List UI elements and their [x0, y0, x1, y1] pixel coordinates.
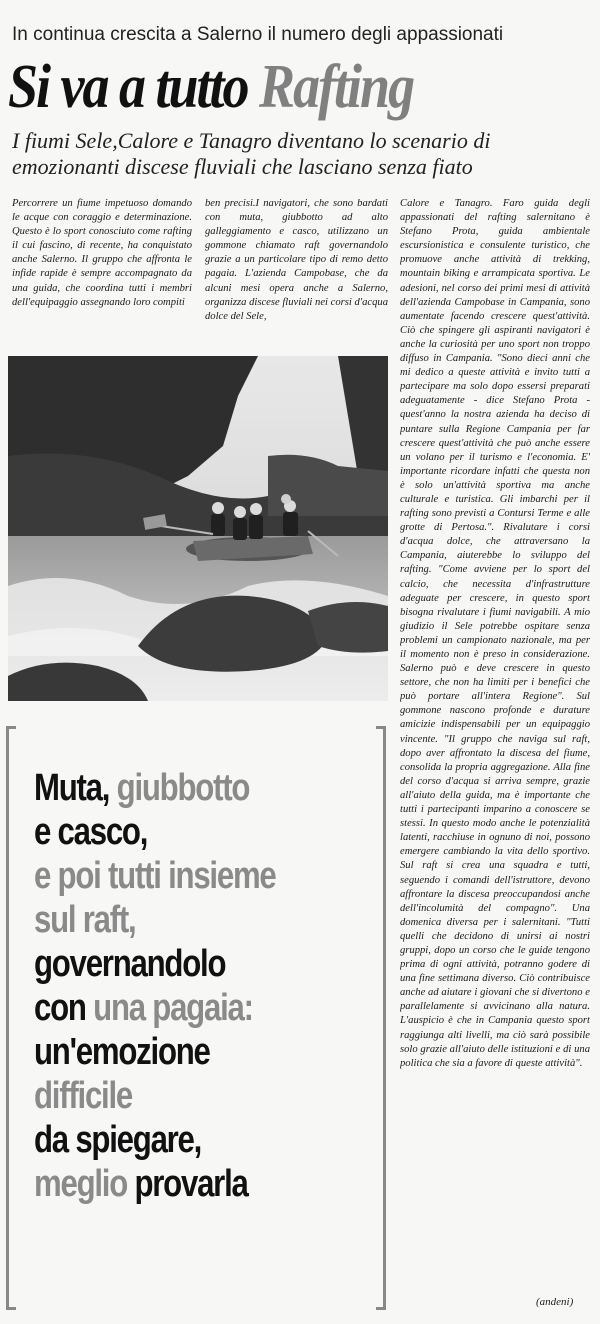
pull-quote-box — [6, 726, 386, 1310]
pull-quote-dark: governandolo — [34, 943, 226, 985]
pull-quote-dark: provarla — [134, 1163, 248, 1205]
pull-quote-dark: con — [34, 987, 94, 1029]
pull-quote-gray: sul raft, — [34, 899, 136, 941]
pull-quote-gray: meglio — [34, 1163, 135, 1205]
pull-quote-line — [34, 1030, 313, 1074]
article-headline — [8, 52, 598, 121]
rafting-photo — [8, 356, 388, 701]
headline-part-2: Rafting — [259, 52, 414, 121]
pull-quote-bracket-right — [376, 726, 386, 1310]
pull-quote-dark: e casco, — [34, 811, 148, 853]
pull-quote-dark: un'emozione — [34, 1031, 210, 1073]
pull-quote — [34, 766, 374, 1206]
pull-quote-dark: da spiegare, — [34, 1119, 202, 1161]
pull-quote-line — [34, 854, 313, 898]
pull-quote-gray: giubbotto — [116, 767, 250, 809]
article-column-1: Percorrere un fiume impetuoso domando le acque con coraggio e determinazione. Questo è lo sport conosciuto come rafting il cui fascino, di recente, ha conquistato anche Salerno. Il gruppo che affronta le infide rapide è sempre accompagnato da una guida, che coordina tutti i membri dell'equipaggio assegnando loro compiti — [12, 198, 192, 308]
pull-quote-line — [34, 1118, 313, 1162]
pull-quote-line — [34, 898, 313, 942]
article-subhead: I fiumi Sele,Calore e Tanagro diventano lo scenario di emozionanti discese fluviali che lasciano senza fiato — [12, 128, 491, 179]
author-signature: (andeni) — [536, 1296, 574, 1308]
pull-quote-line — [34, 766, 313, 810]
pull-quote-bracket-left — [6, 726, 16, 1310]
pull-quote-line — [34, 942, 313, 986]
article-kicker: In continua crescita a Salerno il numero degli appassionati — [12, 24, 504, 45]
headline-part-1: Si va a tutto — [8, 52, 260, 121]
pull-quote-line — [34, 810, 313, 854]
pull-quote-dark: Muta, — [34, 767, 117, 809]
pull-quote-gray: difficile — [34, 1075, 133, 1117]
pull-quote-line — [34, 1162, 313, 1206]
pull-quote-gray: e poi tutti insieme — [34, 855, 276, 897]
article-column-3: Calore e Tanagro. Faro guida degli appassionati del rafting salernitano è Stefano Prota, guida ambientale escursionistica e consulente turistico, che promuove anche attività di trekking, mountain biking e arrampicata sportiva. Le adesioni, nel corso dei primi mesi di attività dell'azienda Campobase in Campania, sono aumentate facendo crescere quest'attività. Ciò che spingere gli aspiranti navigatori è anche la curiosità per uno sport non troppo diffuso in Campania. "Sono dieci anni che mi dedico a queste attività e invito tutti a partecipare ma solo dopo essersi preparati adeguatamente - dice Stefano Prota - quest'anno la nostra azienda ha deciso di puntare sulla Regione Campania per far crescere quest'attività che può anche essere un volano per il turismo e l'economia. E' importante ricordare infatti che questa non è solo un'attività sportiva ma anche culturale e turistica. Gli imbarchi per il rafting sono previsti a Contursi Terme e alle grotte di Pertosa.". Rivalutare i corsi d'acqua dolce, che attraversano la Campania, aiuterebbe lo sviluppo del rafting. "Come avviene per lo sport del calcio, che necessita d'infrastrutture adeguate per crescere, in questo sport bisogna rivalutare i fiumi navigabili. A mio giudizio il Sele potrebbe ospitare senza problemi un campionato nazionale, ma per il momento non è preso in considerazione. Salerno può e deve crescere in questo settore, che non ha limiti per i benefici che può portare all'intera Regione". Sul gommone nascono profonde e durature amicizie indispensabili per un equipaggio vincente. "Il gruppo che naviga sul raft, dopo aver affrontato la discesa del fiume, consolida la propria aggregazione. Alla fine del corso d'acqua si arriva sempre, grazie all'aiuto della guida, ma è importante che tutti i partecipanti imparino a conoscere se stessi. In questo modo anche le potenzialità latenti, racchiuse in ognuno di noi, possono emergere cambiando la vita dello sportivo. Sul raft si crea una squadra e tutti, seguendo i comandi dell'istruttore, devono affrontare la discesa preoccupandosi anche dell'incolumità del compagno". Una domenica diversa per i salernitani. "Tutti quelli che decidono di unirsi ai nostri gruppi, dopo un corso che le guide tengono prima di ogni attività, potranno godere di una fine settimana diverso. Ciò contribuisce anche ad aiutare i giovani che si divertono e parallelamente si avvicinano alla natura. L'auspicio è che in Campania questo sport raggiunga alti livelli, ma ciò sarà possibile solo grazie all'aiuto delle istituzioni e di una politica che sia a favore di queste attività". — [400, 198, 590, 1069]
pull-quote-gray: una pagaia: — [93, 987, 253, 1029]
article-column-2: ben precisi.I navigatori, che sono bardati con muta, giubbotto ad alto galleggiamento e casco, utilizzano un gommone chiamato raft governandolo grazie a un particolare tipo di remo detto pagaia. L'azienda Campobase, che da alcuni mesi opera anche a Salerno, organizza discese fluviali nei corsi d'acqua dolce del Sele, — [205, 198, 388, 322]
pull-quote-line — [34, 986, 313, 1030]
rafting-photo-illustration — [8, 356, 388, 701]
pull-quote-line — [34, 1074, 313, 1118]
